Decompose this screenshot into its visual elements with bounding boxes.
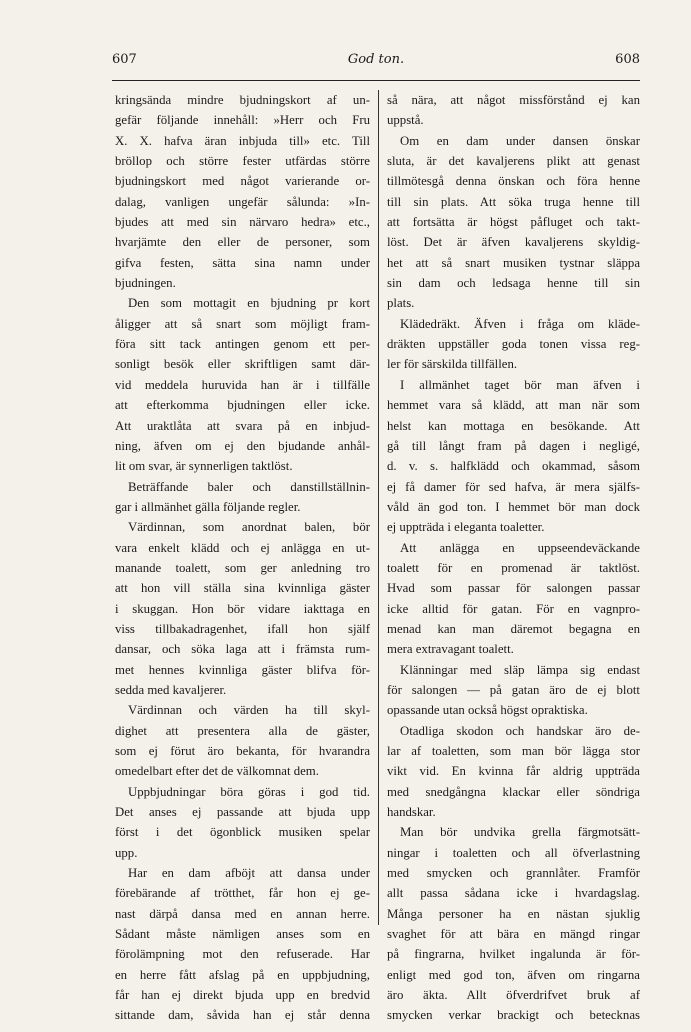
text-line: bjudningskort med något varierande or-: [115, 174, 370, 189]
text-line: att efterkomma bjudningen eller icke.: [115, 398, 370, 413]
text-line: förebärande af trötthet, får hon ej ge-: [115, 886, 370, 901]
text-line: Klädedräkt. Äfven i fråga om kläde-: [400, 316, 640, 331]
text-line: får han ej direkt bjuda upp en bredvid: [115, 988, 370, 1003]
text-line: svaghet för att bära en mängd ringar: [387, 927, 640, 942]
text-line: manande toalett, som ger anledning tro: [115, 560, 370, 575]
text-line: enligt med god ton, äfven om ringarna: [387, 967, 640, 982]
text-line: vikt vid. En kvinna får aldrig uppträda: [387, 764, 640, 779]
text-line: gifva festen, sätta sina namn under: [115, 255, 370, 270]
text-line: Har en dam afböjt att dansa under: [128, 866, 370, 881]
text-line: på fingrarna, hvilket ingalunda är för-: [387, 947, 640, 962]
text-line: icke alltid för gatan. För en vagnpro-: [387, 601, 640, 616]
text-line: Värdinnan, som anordnat balen, bör: [128, 520, 370, 535]
right-column: [387, 90, 640, 1026]
text-line: ej uppträda i eleganta toaletter.: [387, 520, 545, 535]
text-line: menad kan man däremot begagna en: [387, 621, 640, 636]
text-line: våld än god ton. I hemmet bör man dock: [387, 499, 640, 514]
text-line: bröllop och större fester utfärdas större: [115, 154, 370, 169]
text-line: het att så snart musiken tystnar släppa: [387, 255, 640, 270]
left-page-number: 607: [112, 52, 137, 67]
text-line: sonligt besök eller skriftligen samt där-: [115, 357, 370, 372]
text-line: i skuggan. Hon bör vidare iakttaga en: [115, 601, 370, 616]
text-line: kringsända mindre bjudningskort af un-: [115, 93, 370, 107]
text-line: mera extravagant toalett.: [387, 642, 514, 657]
text-line: Man bör undvika grella färgmotsätt-: [400, 825, 640, 840]
text-line: dighet att presentera alla de gäster,: [115, 723, 370, 738]
text-line: som ej förut äro bekanta, för hvarandra: [115, 744, 370, 758]
text-line: opassande utan också högst opraktiska.: [387, 703, 588, 718]
text-line: Beträffande baler och danstillställnin-: [128, 479, 370, 494]
text-line: åligger att så snart som möjligt fram-: [115, 316, 370, 331]
text-line: X. X. hafva äran inbjuda till» etc. Till: [115, 133, 370, 148]
text-line: dräkten uppställer goda tonen vissa reg-: [387, 337, 640, 352]
running-header: [112, 52, 640, 74]
text-line: förolämpning mot den refuserade. Har: [115, 947, 370, 962]
text-line: Att uraktlåta att svara på en inbjud-: [115, 418, 370, 433]
text-line: lar af toaletten, som man bör lägga stor: [387, 744, 640, 758]
text-line: Klänningar med släp lämpa sig endast: [400, 662, 640, 677]
text-line: sin dam och ledsaga henne till sin: [387, 276, 640, 291]
text-line: met hennes kvinnliga gäster blifva för-: [115, 662, 370, 677]
text-line: ningar i toaletten och all öfverlastning: [387, 845, 640, 860]
text-line: bjudes att med sin närvaro hedra» etc.,: [115, 215, 370, 230]
text-line: nast därpå dansa med en annan herre.: [115, 906, 370, 921]
text-line: ler för särskilda tillfällen.: [387, 357, 518, 372]
text-line: allt passa sådana icke i hvardagslag.: [387, 886, 640, 901]
text-line: bjudningen.: [115, 276, 176, 291]
text-line: sluta, är det kavaljerens plikt att genast: [387, 154, 640, 169]
text-line: omedelbart efter det de välkomnat dem.: [115, 764, 319, 779]
text-line: Att anlägga en uppseendeväckande: [400, 540, 640, 555]
text-line: d. v. s. halfklädd och okammad, såsom: [387, 459, 640, 474]
text-line: att hon vill ställa sina kvinnliga gäster: [115, 581, 370, 596]
text-line: toalett för en promenad är taktlöst.: [387, 560, 640, 575]
text-line: sedda med kavaljerer.: [115, 682, 227, 697]
text-line: äro äkta. Allt öfverdrifvet bruk af: [387, 988, 640, 1003]
column-divider: [378, 90, 379, 925]
text-line: gefär följande innehåll: »Herr och Fru: [115, 113, 370, 128]
text-line: Om en dam under dansen önskar: [400, 133, 640, 148]
text-line: en herre fått afslag på en uppbjudning,: [115, 967, 370, 982]
text-line: smycken verkar brackigt och betecknas: [387, 1008, 640, 1023]
left-column: [115, 90, 370, 1026]
text-line: I allmänhet taget bör man äfven i: [400, 377, 640, 392]
text-line: plats.: [387, 296, 415, 311]
text-line: vara enkelt klädd och ej anlägga en ut-: [115, 540, 370, 555]
text-line: gå till långt fram på dagen i negligé,: [387, 438, 640, 453]
text-line: dansar, och söka laga att i främsta rum-: [115, 642, 370, 657]
text-line: Uppbjudningar böra göras i god tid.: [128, 784, 370, 799]
text-line: för salongen — på gatan äro de ej blott: [387, 682, 640, 697]
text-line: vid meddela huruvida han är i tillfälle: [115, 377, 370, 392]
text-line: tillmötesgå denna önskan och föra henne: [387, 174, 640, 189]
text-line: lit om svar, är synnerligen taktlöst.: [115, 459, 293, 474]
text-line: Det anses ej passande att bjuda upp: [115, 805, 370, 820]
text-line: viss tillbakadragenhet, ifall hon själf: [115, 621, 370, 636]
text-line: Hvad som passar för salongen passar: [387, 581, 640, 596]
text-line: Otadliga skodon och handskar äro de-: [400, 723, 640, 738]
text-line: Många personer ha en nästan sjuklig: [387, 906, 640, 921]
text-line: löst. Det är äfven kavaljerens skyldig-: [387, 235, 640, 250]
text-line: hvarjämte den eller de personer, som: [115, 235, 370, 250]
text-line: föra sitt tack antingen genom ett per-: [115, 337, 370, 352]
right-page-number: 608: [615, 52, 640, 67]
text-line: med snedgångna klackar eller söndriga: [387, 784, 640, 799]
text-line: handskar.: [387, 805, 436, 820]
text-line: gar i allmänhet gälla följande regler.: [115, 499, 301, 514]
text-line: ej få damer för sed hafva, är mera själfs-: [387, 479, 640, 494]
text-line: dalag, vanligen ungefär sålunda: »In-: [115, 194, 370, 209]
text-line: ning, äfven om ej den bjudande anhål-: [115, 438, 370, 453]
running-title: God ton.: [347, 52, 405, 67]
text-line: Sådant måste nämligen anses som en: [115, 927, 370, 942]
text-line: upp.: [115, 845, 138, 860]
text-line: helst kan mottaga en besökande. Att: [387, 418, 640, 433]
header-rule: [112, 80, 640, 81]
text-line: uppstå.: [387, 113, 424, 128]
text-line: så nära, att något missförstånd ej kan: [387, 93, 640, 107]
text-line: med smycken och grannlåter. Framför: [387, 866, 640, 881]
text-line: Den som mottagit en bjudning pr kort: [128, 296, 370, 311]
text-line: sittande dam, såvida han ej står denna: [115, 1008, 370, 1023]
text-line: först i det ögonblick musiken spelar: [115, 825, 370, 840]
text-line: hemmet vara så klädd, att man när som: [387, 398, 640, 413]
text-line: Värdinnan och värden ha till skyl-: [128, 703, 370, 718]
text-line: att fortsätta är högst påfluget och takt-: [387, 215, 640, 230]
text-line: till sin plats. Att söka truga henne till: [387, 194, 640, 209]
